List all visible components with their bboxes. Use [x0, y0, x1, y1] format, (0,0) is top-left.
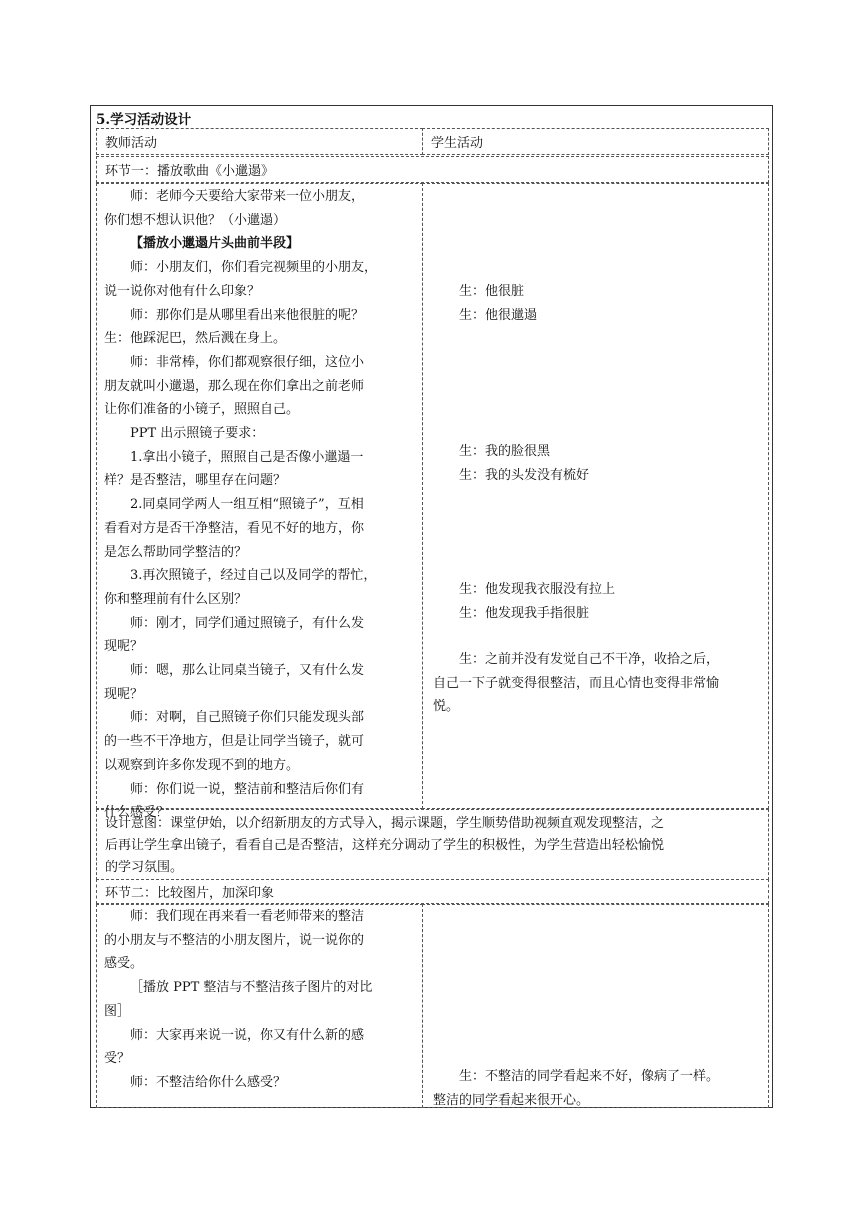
- text-line: 生：之前并没有发觉自己不干净，收拾之后，: [459, 652, 720, 667]
- text-line: 整洁的同学看起来很开心。: [433, 1092, 590, 1108]
- stage2-teacher-cell: [96, 904, 423, 1108]
- text-line: 感受。: [104, 956, 144, 972]
- text-line: 生：他很脏: [459, 284, 525, 299]
- design-intent-cell: [96, 809, 769, 880]
- text-line: 现呢？: [104, 686, 144, 702]
- text-line: 师：大家再来说一说，你又有什么新的感: [130, 1027, 365, 1043]
- stage1-title: 环节一：播放歌曲《小邋遢》: [105, 164, 275, 179]
- student-answer-group-c: [433, 578, 763, 625]
- text-line: 师：我们现在再来看一看老师带来的整洁: [130, 909, 365, 924]
- text-line: 生：我的头发没有梳好: [459, 467, 590, 483]
- stage1-title-cell: [96, 156, 769, 183]
- text-line: 【播放小邋遢片头曲前半段】: [130, 236, 300, 252]
- section-title: 5.学习活动设计: [96, 112, 192, 128]
- stage2-student-cell: [422, 904, 769, 1108]
- text-line: 悦。: [433, 699, 460, 715]
- stage2-title: 环节二：比较图片，加深印象: [105, 886, 275, 901]
- student-answer-group-d: [433, 648, 767, 719]
- stage2-title-cell: [96, 879, 769, 904]
- header-student: 学生活动: [431, 136, 484, 151]
- text-line: 现呢？: [104, 639, 144, 655]
- student-answer-group-b: [433, 440, 763, 487]
- text-line: 图］: [104, 1003, 131, 1019]
- text-line: 师：刚才，同学们通过照镜子，有什么发: [130, 615, 365, 631]
- text-line: 生：不整洁的同学看起来不好，像病了一样。: [459, 1069, 720, 1084]
- text-line: 是怎么帮助同学整洁的？: [104, 544, 248, 560]
- student-answer-group-e: [433, 1065, 767, 1112]
- text-line: 生：我的脸很黑: [459, 444, 551, 459]
- text-line: 师：嗯，那么让同桌当镜子，又有什么发: [130, 663, 365, 679]
- text-line: 2.同桌同学两人一组互相“照镜子”，互相: [130, 497, 364, 513]
- student-answer-group-a: [433, 280, 763, 327]
- text-line: 师：你们说一说，整洁前和整洁后你们有: [130, 781, 365, 797]
- text-line: 师：对啊，自己照镜子你们只能发现头部: [130, 710, 365, 726]
- stage1-teacher-text: [104, 185, 417, 825]
- text-line: 师：不整洁给你什么感受？: [130, 1074, 287, 1090]
- text-line: 看看对方是否干净整洁，看见不好的地方，你: [104, 520, 365, 536]
- text-line: 的学习氛围。: [105, 860, 184, 875]
- stage1-student-cell: [422, 183, 769, 809]
- text-line: 你们想不想认识他？（小邋遢）: [104, 212, 287, 228]
- text-line: 生：他踩泥巴，然后溅在身上。: [104, 331, 287, 347]
- text-line: 自己一下子就变得很整洁，而且心情也变得非常愉: [433, 675, 720, 691]
- text-line: 朋友就叫小邋遢，那么现在你们拿出之前老师: [104, 378, 365, 394]
- text-line: 师：那你们是从哪里看出来他很脏的呢？: [130, 307, 365, 323]
- stage2-teacher-text: [104, 905, 417, 1095]
- text-line: 受？: [104, 1051, 131, 1067]
- text-line: 的一些不干净地方，但是让同学当镜子，就可: [104, 734, 365, 750]
- design-intent-text: [105, 813, 760, 879]
- header-student-cell: [422, 128, 769, 155]
- stage1-teacher-cell: [96, 183, 423, 821]
- text-line: 师：老师今天要给大家带来一位小朋友，: [130, 189, 365, 204]
- text-line: 什么感受？: [104, 805, 170, 821]
- text-line: 说一说你对他有什么印象？: [104, 283, 261, 299]
- text-line: 师：非常棒，你们都观察很仔细，这位小: [130, 354, 365, 370]
- text-line: 后再让学生拿出镜子，看看自己是否整洁，这样充分调动了学生的积极性，为学生营造出轻松愉悦: [105, 838, 665, 853]
- text-line: PPT 出示照镜子要求：: [130, 426, 265, 442]
- text-line: 你和整理前有什么区别？: [104, 591, 248, 607]
- text-line: 设计意图：课堂伊始，以介绍新朋友的方式导入，揭示课题，学生顺势借助视频直观发现整洁，之: [105, 816, 665, 831]
- text-line: 的小朋友与不整洁的小朋友图片，说一说你的: [104, 932, 365, 948]
- text-line: 让你们准备的小镜子，照照自己。: [104, 402, 300, 418]
- text-line: ［播放 PPT 整洁与不整洁孩子图片的对比: [130, 980, 373, 996]
- text-line: 师：小朋友们，你们看完视频里的小朋友，: [130, 260, 378, 276]
- text-line: 生：他很邋遢: [459, 307, 538, 323]
- text-line: 以观察到许多你发现不到的地方。: [104, 757, 300, 773]
- text-line: 3.再次照镜子，经过自己以及同学的帮忙，: [130, 568, 377, 584]
- header-teacher: 教师活动: [105, 136, 158, 151]
- header-teacher-cell: [96, 128, 423, 155]
- text-line: 生：他发现我衣服没有拉上: [459, 582, 616, 597]
- text-line: 1.拿出小镜子，照照自己是否像小邋遢一: [130, 449, 364, 465]
- text-line: 生：他发现我手指很脏: [459, 605, 590, 621]
- text-line: 样？是否整洁，哪里存在问题？: [104, 473, 287, 489]
